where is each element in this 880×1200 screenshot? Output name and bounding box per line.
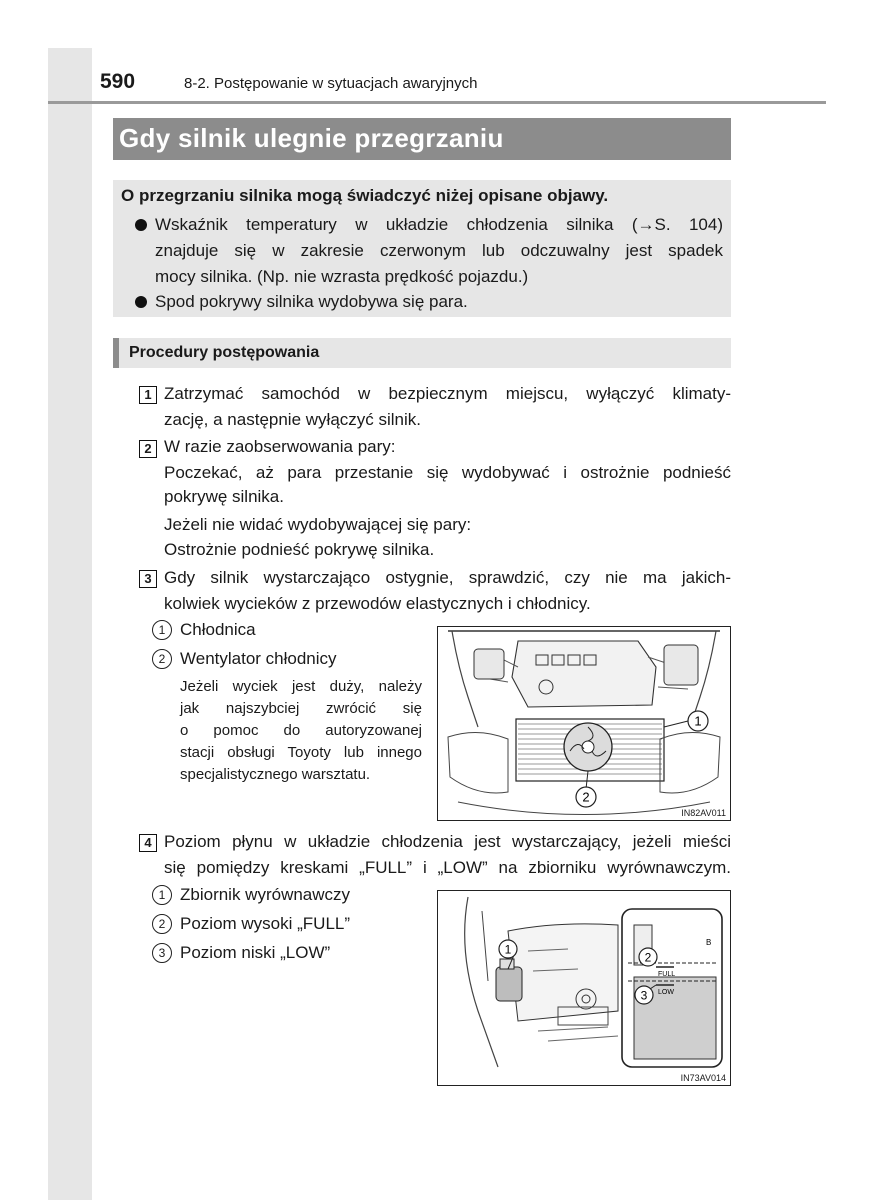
legend-label: Poziom niski „LOW” — [180, 943, 331, 962]
legend-item-radiator — [152, 620, 256, 640]
figure-callout-2: 2 — [644, 950, 652, 965]
step-4-line: Poziom płynu w układzie chłodzenia jest wystarczający, jeżeli mieści — [164, 832, 731, 851]
callout-number: 2 — [152, 649, 172, 669]
low-mark-label: LOW — [658, 989, 674, 996]
step-1-line: zację, a następnie wyłączyć silnik. — [164, 410, 422, 429]
bullet-line: znajduje się w zakresie czerwonym lub odczuwalny jest spadek — [155, 241, 723, 260]
step-3-line: kolwiek wycieków z przewodów elastycznych i chłodnicy. — [164, 594, 591, 613]
bullet-line: Wskaźnik temperatury w układzie chłodzenia silnika (→S. 104) — [155, 215, 723, 234]
legend-label: Poziom wysoki „FULL” — [180, 914, 351, 933]
symptoms-heading: O przegrzaniu silnika mogą świadczyć niżej opisane objawy. — [121, 186, 609, 205]
callout-number: 3 — [152, 943, 172, 963]
figure-code: IN82AV011 — [681, 808, 726, 818]
bullet-dot-icon — [135, 296, 147, 308]
step-2-line: Ostrożnie podnieść pokrywę silnika. — [164, 540, 435, 559]
figure-callout-1: 1 — [694, 713, 702, 729]
procedures-bar — [113, 338, 731, 368]
figure-callout-2: 2 — [582, 789, 590, 805]
section-reference: 8-2. Postępowanie w sytuacjach awaryjnych — [184, 75, 478, 92]
note-line: specjalistycznego warsztatu. — [180, 766, 371, 783]
step-4-line: się pomiędzy kreskami „FULL” i „LOW” na zbiorniku wyrównawczym. — [164, 858, 731, 877]
step-2-line: pokrywę silnika. — [164, 487, 284, 506]
legend-item-low-level — [152, 943, 330, 963]
note-line: stacji obsługi Toyoty lub innego — [180, 744, 422, 761]
callout-number: 1 — [152, 885, 172, 905]
step-2-line: Poczekać, aż para przestanie się wydobywać i ostrożnie podnieść — [164, 463, 731, 482]
figure-callout-3: 3 — [640, 988, 648, 1003]
legend-item-fan — [152, 649, 337, 669]
cap-mark-label: B — [706, 938, 712, 947]
step-3-line: Gdy silnik wystarczająco ostygnie, sprawdzić, czy nie ma jakich- — [164, 568, 731, 587]
coolant-reservoir-figure — [437, 890, 731, 1086]
page-title: Gdy silnik ulegnie przegrzaniu — [119, 123, 504, 153]
figure-callout-1: 1 — [504, 942, 512, 957]
legend-item-full-level — [152, 914, 350, 934]
full-mark-label: FULL — [658, 971, 676, 978]
page-number: 590 — [100, 70, 136, 93]
page-header — [100, 70, 830, 100]
step-number-1: 1 — [139, 386, 157, 404]
note-line: jak najszybciej zwrócić się — [180, 700, 422, 717]
step-number-2: 2 — [139, 440, 157, 458]
bullet-dot-icon — [135, 219, 147, 231]
legend-label: Zbiornik wyrównawczy — [180, 885, 351, 904]
step-2-line: W razie zaobserwowania pary: — [164, 437, 396, 456]
step-2-line: Jeżeli nie widać wydobywającej się pary: — [164, 515, 472, 534]
leak-note — [180, 676, 422, 786]
callout-number: 2 — [152, 914, 172, 934]
step-number-3: 3 — [139, 570, 157, 588]
engine-bay-illustration — [438, 627, 730, 820]
bullet-line: mocy silnika. (Np. nie wzrasta prędkość pojazdu.) — [155, 267, 529, 286]
figure-code: IN73AV014 — [680, 1073, 726, 1083]
engine-bay-figure — [437, 626, 731, 821]
header-rule — [48, 101, 826, 104]
procedures-accent — [113, 338, 119, 368]
legend-item-reservoir — [152, 885, 350, 905]
symptoms-box — [113, 180, 731, 317]
side-strip — [48, 48, 92, 1200]
legend-label: Wentylator chłodnicy — [180, 649, 337, 668]
legend-label: Chłodnica — [180, 620, 256, 639]
note-line: Jeżeli wyciek jest duży, należy — [180, 678, 422, 695]
procedures-heading: Procedury postępowania — [129, 344, 320, 361]
coolant-reservoir-illustration — [438, 891, 730, 1085]
step-1-line: Zatrzymać samochód w bezpiecznym miejscu, wyłączyć klimaty- — [164, 384, 731, 403]
bullet-line: Spod pokrywy silnika wydobywa się para. — [155, 292, 468, 311]
title-bar — [113, 118, 731, 160]
note-line: o pomoc do autoryzowanej — [180, 722, 422, 739]
callout-number: 1 — [152, 620, 172, 640]
step-number-4: 4 — [139, 834, 157, 852]
